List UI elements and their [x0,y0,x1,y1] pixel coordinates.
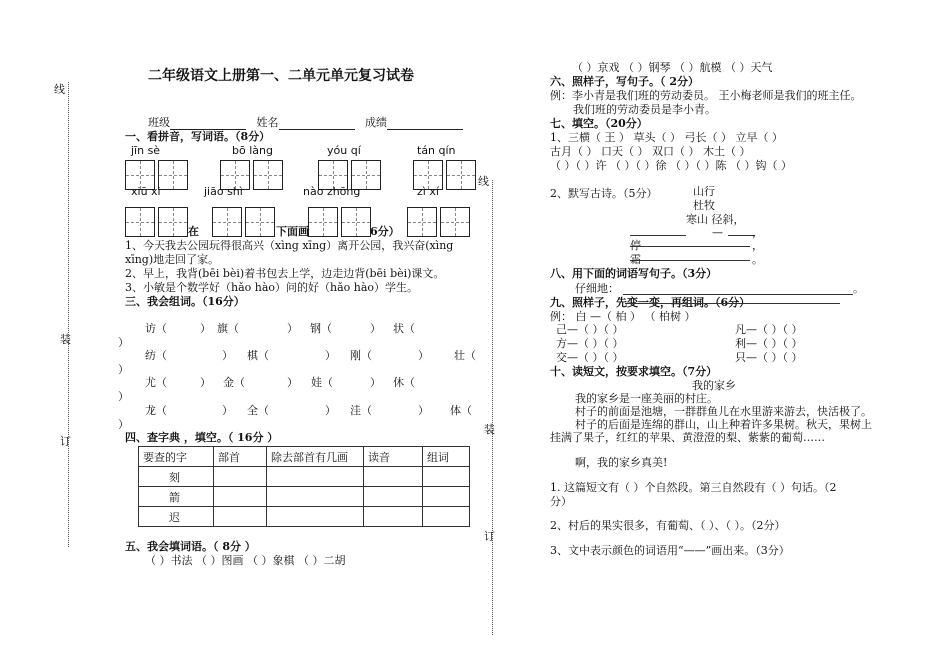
table-cell[interactable] [364,487,423,507]
table-header: 部首 [214,447,267,467]
student-info-row [148,117,463,130]
table-cell[interactable] [214,507,267,527]
section-5-heading: 五、我会填词语。（ 8分 ） [125,540,256,553]
section-7-heading: 七、填空。（20分） [550,117,648,130]
s9-row-left: 己—（ ）（ ） [556,323,624,336]
margin-char-ding-mid: 订 [484,530,495,543]
zuci-item: 状（ [393,322,415,335]
poem-char-2: 霜 [630,253,641,266]
pinyin-1: jīn sè [131,144,161,157]
zuci-item: 体（ [450,404,472,417]
class-field[interactable] [170,119,246,130]
s9-row-left: 方—（ ）（ ） [556,337,624,350]
section-8-heading: 八、用下面的词语写句子。（3分） [550,267,718,280]
section-1-heading: 一、看拼音，写词语。（8分） [125,130,271,143]
zuci-close: ） [418,349,429,362]
margin-char-zhuang-mid: 装 [484,423,495,436]
margin-char-xian-mid: 线 [478,175,489,188]
zuci-item: 金（ [223,376,245,389]
table-header: 组词 [423,447,470,467]
s9-row-left: 交—（ ）（ ） [556,351,624,364]
pinyin-5: xiū xi [131,185,161,198]
zuci-item: 壮（ [454,349,476,362]
zuci-item: 龙（ [145,404,167,417]
margin-char-ding-left: 订 [60,435,71,448]
poem-blank[interactable] [630,235,686,236]
name-label: 姓名 [256,116,279,129]
zuci-close: ） [200,376,211,389]
strike-line [625,303,840,304]
s2-line-1: 1、今天我去公园玩得很高兴（xìng xīng）离开公园，我兴奋(xìng [125,239,454,252]
zuci-item: 娃（ [311,376,333,389]
zuci-close: ） [118,418,129,431]
poem-comma-2: ， [752,239,763,252]
passage-p3a: 村子的后面是连绵的群山，山上种着许多果树。秋天，果树上 [575,418,872,431]
zuci-close: ） [118,390,129,403]
section-6-heading: 六、照样子，写句子。（ 2分） [550,75,699,88]
writing-grid[interactable] [308,207,338,237]
writing-grid[interactable] [125,207,155,237]
pinyin-7: nào zhōng [303,185,361,198]
score-field[interactable] [387,119,463,130]
page-title: 二年级语文上册第一、二单元单元复习试卷 [148,68,414,84]
writing-grid[interactable] [253,160,283,190]
name-field[interactable] [279,119,355,130]
s9-example: 例： 白 —（ 柏 ） （ 柏树 ） [550,310,696,323]
writing-grid[interactable] [440,207,470,237]
table-cell[interactable] [364,467,423,487]
pinyin-3: yóu qí [327,144,361,157]
section-2-heading-score: 6分） [370,225,400,238]
section-10-heading: 十、读短文，按要求填空。（7分） [550,365,718,378]
table-cell[interactable] [423,467,470,487]
score-label: 成绩 [365,116,387,129]
zuci-item: 洼（ [350,404,372,417]
zuci-item: 刚（ [350,349,372,362]
s6-example-2: 我们班的劳动委员是李小青。 [573,103,716,116]
writing-grid[interactable] [158,160,188,190]
table-header: 除去部首有几画 [267,447,364,467]
question-1: 1. 这篇短文有（ ）个自然段。第三自然段有（ ）句话。（2 [550,481,837,494]
s2-line-4: 3、小敏是个数学好（hǎo hào）问的好（hǎo hào）学生。 [125,281,419,294]
table-cell[interactable] [214,467,267,487]
zuci-close: ） [370,322,381,335]
zuci-item: 尤（ [145,376,167,389]
poem-blank[interactable] [630,260,750,261]
s5-line-2: （ ）京戏 （ ）钢琴 （ ）航模 （ ）天气 [572,61,773,74]
s8-period: 。 [853,282,864,295]
s8-word: 仔细地： [575,282,619,295]
zuci-close: ） [200,322,211,335]
poem-author: 杜牧 [693,199,715,212]
table-cell-char: 迟 [139,507,214,527]
table-cell[interactable] [267,487,364,507]
table-row [139,487,470,507]
s8-answer-line[interactable] [623,294,853,295]
s2-line-2: xīng)地走回了家。 [125,253,220,266]
zuci-close: ） [222,349,233,362]
poem-dash: — [712,226,723,239]
table-row [139,507,470,527]
pinyin-4: tán qín [417,144,456,157]
section-2-heading-right: 下面画 [276,225,309,238]
table-cell[interactable] [214,487,267,507]
table-row [139,467,470,487]
zuci-close: ） [325,349,336,362]
zuci-close: ） [287,376,298,389]
s7-row-2: 古月（ ） 口天（ ） 双口（ ） 木土（ ） [550,145,751,158]
passage-p3b: 挂满了果子，红红的苹果、黄澄澄的梨、紫紫的葡萄…… [550,431,825,444]
poem-blank[interactable] [728,235,755,236]
pinyin-2: bō làng [232,144,273,157]
writing-grid[interactable] [245,207,275,237]
poem-comma-1: ， [752,226,763,239]
writing-grid[interactable] [341,207,371,237]
writing-grid[interactable] [158,207,188,237]
s9-row-right: 利—（ ）（ ） [735,337,803,350]
table-cell[interactable] [267,507,364,527]
zuci-close: ） [325,404,336,417]
table-cell-char: 刻 [139,467,214,487]
table-header-row [139,447,470,467]
poem-line-1: 寒山 径斜， [686,213,745,226]
table-cell-char: 箭 [139,487,214,507]
passage-p2: 村子的前面是池塘，一群群鱼儿在水里游来游去，快活极了。 [575,405,872,418]
table-cell[interactable] [423,487,470,507]
table-header: 要查的字 [139,447,214,467]
zuci-item: 旗（ [217,322,239,335]
poem-label: 2、默写古诗。（5分） [550,187,658,200]
section-2-heading-left: 在 [188,225,199,238]
passage-p4: 啊，我的家乡真美! [575,456,668,469]
zuci-close: ） [370,376,381,389]
table-cell[interactable] [267,467,364,487]
s9-row-right: 只—（ ）（ ） [735,351,803,364]
pinyin-8: zì xí [417,185,439,198]
zuci-item: 纺（ [145,349,167,362]
binding-line-left [68,82,69,547]
zuci-close: ） [118,336,129,349]
writing-grid[interactable] [407,207,437,237]
question-3: 3、文中表示颜色的词语用“——”画出来。（3分） [550,544,790,557]
table-header: 读音 [364,447,423,467]
s5-line-1: （ ）书法 （ ）图画 （ ）象棋 （ ）二胡 [145,554,346,567]
poem-title: 山行 [693,185,715,198]
zuci-item: 钢（ [310,322,332,335]
binding-line-middle [492,180,493,635]
poem-period: 。 [752,253,763,266]
s7-row-3: （ ）（ ）许 （ ）（ ）徐 （ ）（ ）陈 （ ）钩（ ） [550,159,792,172]
zuci-close: ） [418,404,429,417]
zuci-close: ） [287,322,298,335]
writing-grid[interactable] [212,207,242,237]
section-9-heading: 九、照样子，先变一变，再组词。（6分） [550,296,751,309]
zuci-item: 棋（ [247,349,269,362]
table-cell[interactable] [423,507,470,527]
zuci-close: ） [222,404,233,417]
question-2: 2、村后的果实很多，有葡萄、（ ）、（ ）。（2分） [550,519,786,532]
pinyin-6: jiāo shì [204,185,243,198]
margin-char-zhuang-left: 装 [60,333,71,346]
poem-char-1: 停 [630,239,641,252]
margin-char-xian-left: 线 [54,83,65,96]
passage-title: 我的家乡 [692,379,736,392]
dictionary-table [138,446,470,527]
s6-example: 例：李小青是我们班的劳动委员。 王小梅老师是我们的班主任。 [550,89,862,102]
writing-grid[interactable] [446,160,476,190]
zuci-close: ） [118,363,129,376]
zuci-item: 全（ [247,404,269,417]
s7-row-1: 1、三横（ 王 ） 草头（ ） 弓长（ ） 立早（ ） [550,131,783,144]
question-1-cont: 分） [550,495,572,508]
s2-line-3: 2、早上，我背(bēi bèi)着书包去上学，边走边背(bēi bèi)课文。 [125,267,445,280]
table-cell[interactable] [364,507,423,527]
section-4-heading: 四、查字典 ，填空。（ 16分 ） [125,431,279,444]
class-label: 班级 [148,116,170,129]
passage-p1: 我的家乡是一座美丽的村庄。 [575,392,718,405]
zuci-item: 访（ [145,322,167,335]
zuci-item: 休（ [393,376,415,389]
section-3-heading: 三、我会组词。（16分） [125,295,245,308]
s9-row-right: 凡—（ ）（ ） [735,323,803,336]
poem-blank[interactable] [630,246,750,247]
